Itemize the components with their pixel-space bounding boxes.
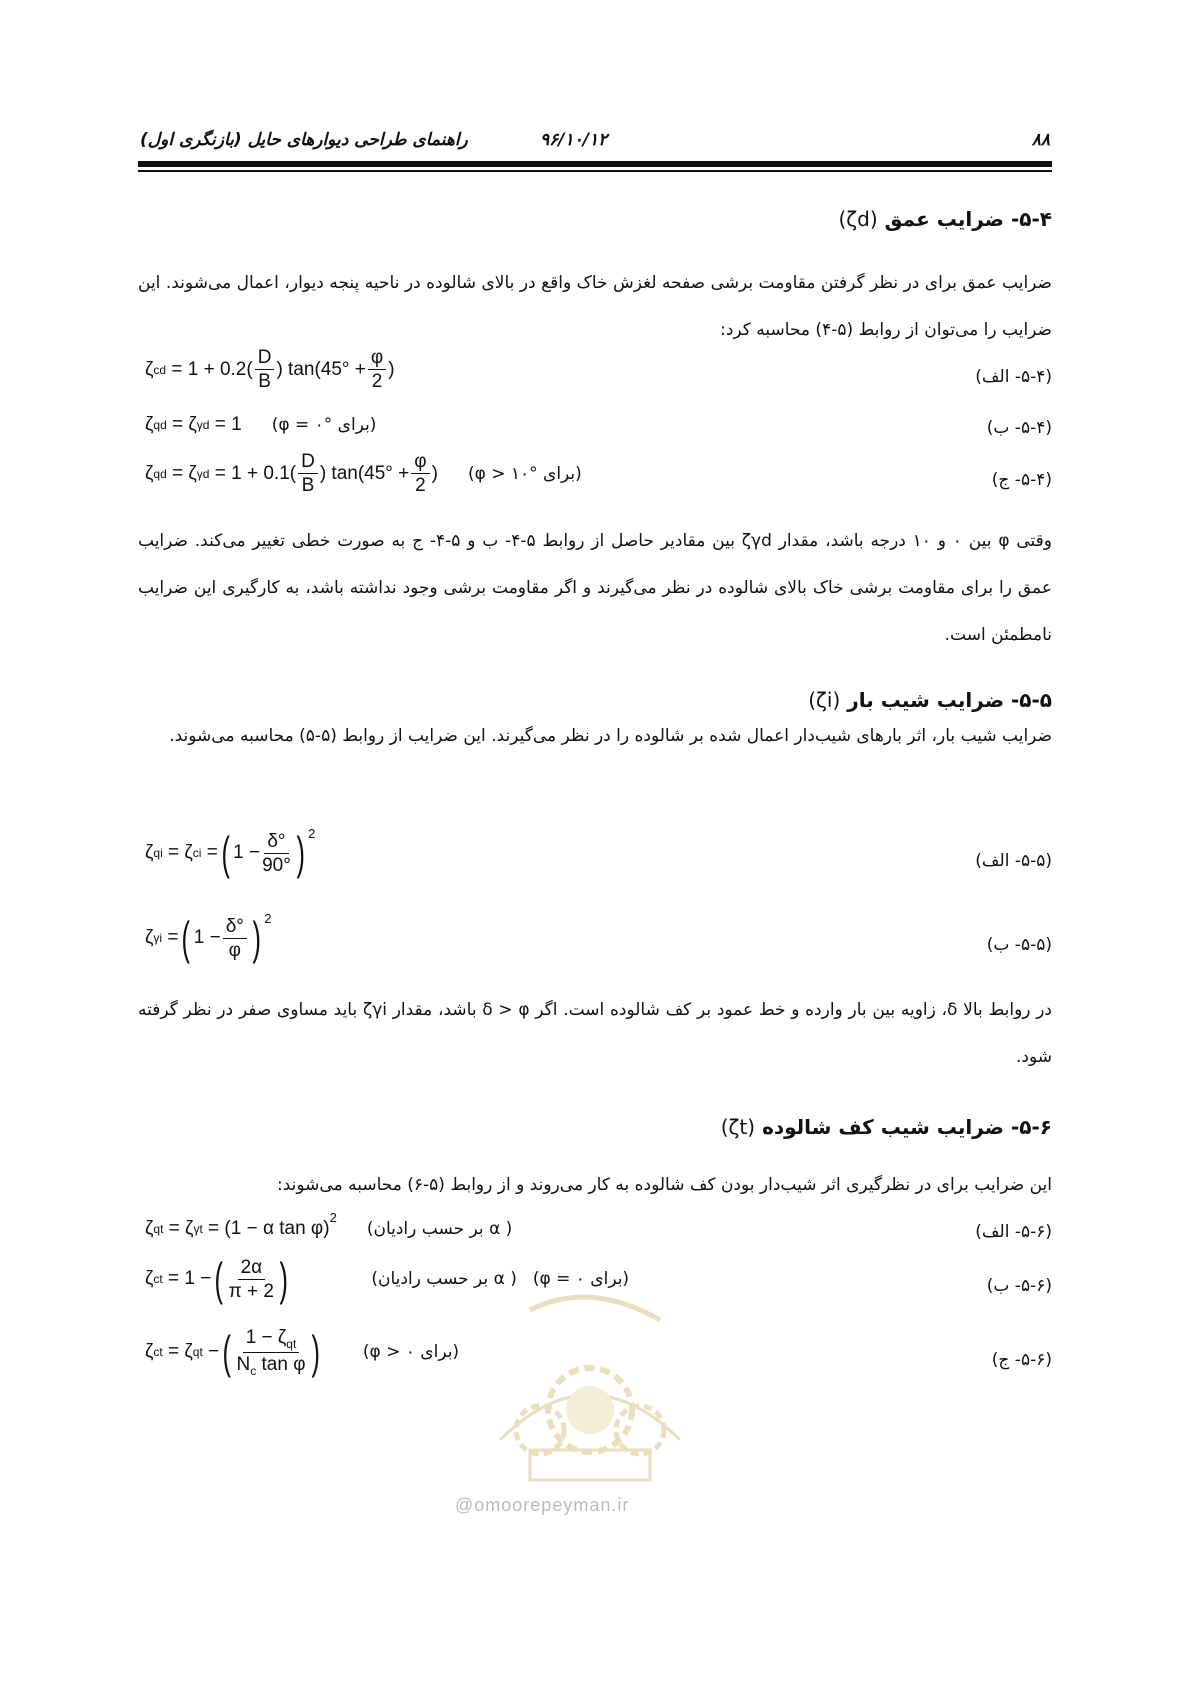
equation-label-6a: (۵-۶- الف) xyxy=(975,1222,1052,1242)
formula-base-b: ζ ct = 1 − ( $\frac{2\alpha}{\pi + 2}$ ) ( α بر حسب رادیان) (برای φ = ۰) xyxy=(145,1253,630,1305)
section-heading-depth: ۵-۴- ضرایب عمق (ζd) xyxy=(838,207,1052,231)
paragraph-base-inclination-intro: این ضرایب برای در نظرگیری اثر شیب‌دار بودن کف شالوده به کار می‌روند و از روابط (۵-۶) محاسبه می‌شوند: xyxy=(277,1175,1052,1195)
formula-depth-a: ζ cd = 1 + 0.2( $\frac{D}{B}$ ) tan(45° + $\frac{\varphi}{2}$ ) xyxy=(145,347,395,392)
header-date: ۹۶/۱۰/۱۲ xyxy=(540,130,608,150)
header-title: راهنمای طراحی دیوارهای حایل (بازنگری اول) xyxy=(140,130,468,150)
header-rule-thick xyxy=(138,161,1052,167)
condition-6b-phi: (برای φ = ۰) xyxy=(532,1269,630,1289)
formula-load-b: ζ γi = ( 1 − $\frac{\delta^\circ}{\varphi}$ ) 2 xyxy=(145,911,272,964)
formula-base-c: ζ ct = ζ qt − ( $\frac{1 - \zeta_{qt}}{N_c \tan \varphi}$ ) (برای φ > ۰) xyxy=(145,1326,460,1379)
condition-6a: ( α بر حسب رادیان) xyxy=(366,1219,513,1239)
section-heading-base-inclination: ۵-۶- ضرایب شیب کف شالوده (ζt) xyxy=(720,1115,1052,1139)
watermark-seal-icon xyxy=(470,1290,710,1490)
formula-depth-b: ζ qd = ζ γd = 1 (برای °φ = ۰) xyxy=(145,414,377,435)
condition-4b: (برای °φ = ۰) xyxy=(271,415,377,435)
heading-symbol: (ζt) xyxy=(720,1115,756,1139)
equation-label-5a: (۵-۵- الف) xyxy=(975,851,1052,871)
paragraph-load-inclination-intro: ضرایب شیب بار، اثر بارهای شیب‌دار اعمال شده بر شالوده را در نظر می‌گیرند. این ضرایب از روابط (۵-۵) محاسبه می‌شوند. xyxy=(169,726,1052,746)
condition-4c: (برای °φ > ۱۰) xyxy=(467,463,582,484)
equation-label-4a: (۵-۴- الف) xyxy=(975,367,1052,387)
watermark-text: @omoorepeyman.ir xyxy=(455,1495,630,1515)
paragraph-depth-note: وقتی φ بین ۰ و ۱۰ درجه باشد، مقدار ζγd بین مقادیر حاصل از روابط ۵-۴- ب و ۵-۴- ج به صورت خطی تغییر می‌کند. ضرایب عمق را برای مقاومت برشی خاک بالای شالوده در نظر می‌گیرند و اگر مقاومت برشی وجود نداشته باشد، به کارگیری این ضرایب نامطمئن است. xyxy=(138,531,1052,645)
equation-label-5b: (۵-۵- ب) xyxy=(986,935,1052,955)
equation-label-4c: (۵-۴- ج) xyxy=(991,470,1052,490)
equation-label-4b: (۵-۴- ب) xyxy=(986,418,1052,438)
condition-6b-radians: ( α بر حسب رادیان) xyxy=(371,1269,517,1289)
heading-symbol: (ζi) xyxy=(808,688,841,712)
section-heading-load-inclination: ۵-۵- ضرایب شیب بار (ζi) xyxy=(808,688,1052,712)
equation-label-6c: (۵-۶- ج) xyxy=(991,1350,1052,1370)
formula-depth-c: ζ qd = ζ γd = 1 + 0.1( $\frac{D}{B}$ ) tan(45° + $\frac{\varphi}{2}$ ) (برای °φ > ۱۰) xyxy=(145,451,582,496)
formula-load-a: ζ qi = ζ ci = ( 1 − $\frac{\delta^\circ}{90^\circ}$ ) 2 xyxy=(145,826,316,879)
heading-symbol: (ζd) xyxy=(838,207,878,231)
condition-6c: (برای φ > ۰) xyxy=(362,1342,460,1363)
paragraph-depth-intro: ضرایب عمق برای در نظر گرفتن مقاومت برشی صفحه لغزش خاک واقع در بالای شالوده در ناحیه پنجه دیوار، اعمال می‌شوند. این ضرایب را می‌توان از روابط (۵-۴) محاسبه کرد: xyxy=(138,273,1052,340)
formula-base-a: ζ qt = ζ γt = (1 − α tan φ) 2 ( α بر حسب رادیان) xyxy=(145,1210,513,1239)
paragraph-load-inclination-note: در روابط بالا δ، زاویه بین بار وارده و خط عمود بر کف شالوده است. اگر δ > φ باشد، مقدار ζγi باید مساوی صفر در نظر گرفته شود. xyxy=(138,1000,1053,1067)
equation-label-6b: (۵-۶- ب) xyxy=(986,1276,1052,1296)
header-rule-thin xyxy=(138,170,1052,172)
page-number: ۸۸ xyxy=(1031,130,1050,150)
